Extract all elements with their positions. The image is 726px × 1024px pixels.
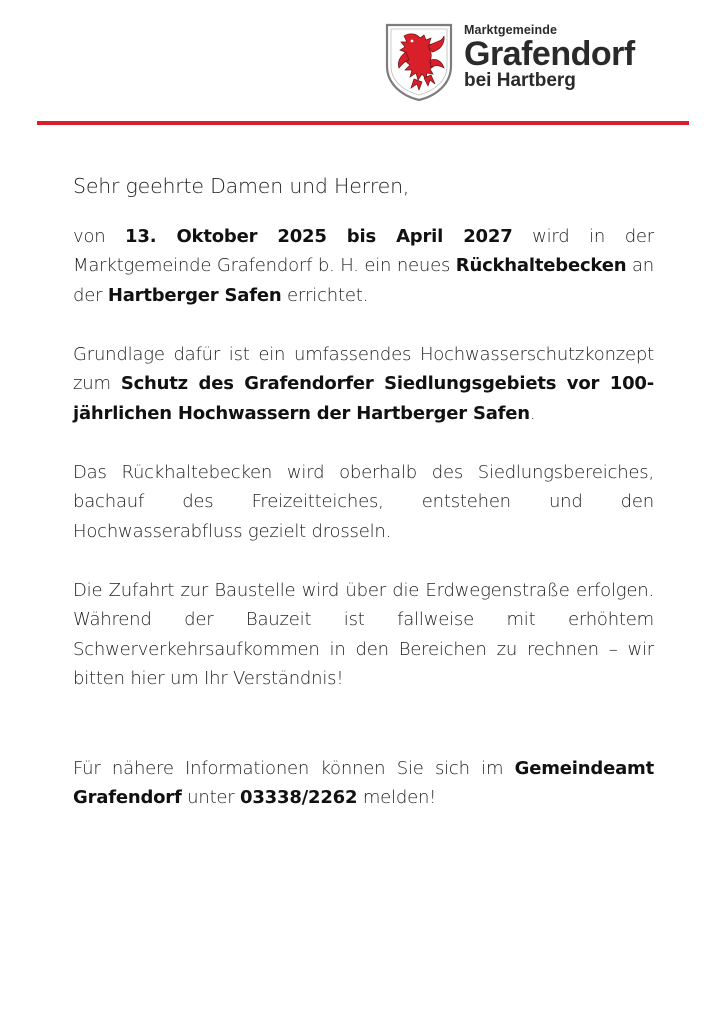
letterhead: [384, 22, 684, 104]
p3-text-1: Das Rückhaltebecken wird oberhalb des Siedlungsbereiches, bachauf des Freizeitteiches, entstehen und den Hochwasserabfluss gezielt drosseln.: [73, 461, 654, 542]
construction-period: 13. Oktober 2025 bis April 2027: [125, 225, 513, 247]
municipality-name: Grafendorf: [464, 34, 635, 73]
p5-text-2: unter: [181, 787, 241, 808]
municipality-wordmark: [464, 24, 635, 90]
p5-text-1: Für nähere Informationen können Sie sich im: [73, 757, 515, 779]
municipality-type-label: Marktgemeinde: [464, 23, 557, 37]
p1-text-1: von: [73, 225, 126, 247]
p1-text-2: wird in der Marktgemeinde Grafendorf b. H. ein neues: [73, 225, 654, 276]
p2-text-2: .: [529, 402, 536, 424]
p5-text-3: melden!: [357, 787, 437, 808]
header-divider: [37, 121, 689, 125]
letter-body: [73, 172, 654, 813]
paragraph-spacer: [73, 310, 654, 340]
paragraph-basin-location: [73, 458, 654, 547]
p4-text-1: Die Zufahrt zur Baustelle wird über die Erdwegenstraße erfolgen. Während der Bauzeit ist fallweise mit erhöhtem Schwerverkehrsaufkommen in den Bereichen zu rechnen – wir bitten hier um Ihr Verständnis!: [73, 579, 654, 689]
paragraph-spacer: [73, 546, 654, 576]
paragraph-spacer: [73, 428, 654, 458]
p1-text-3: an der: [73, 255, 654, 306]
coat-of-arms-icon: [384, 22, 454, 102]
salutation: Sehr geehrte Damen und Herren,: [73, 174, 410, 198]
p2-text-1: Grundlage dafür ist ein umfassendes Hochwasserschutzkonzept zum: [73, 343, 654, 394]
p1-text-4: errichtet.: [281, 284, 369, 306]
municipal-office-name: Gemeindeamt Grafendorf: [73, 757, 654, 808]
river-name: Hartberger Safen: [107, 284, 282, 306]
paragraph-flood-protection: [73, 340, 654, 429]
phone-number: 03338/2262: [240, 787, 358, 808]
municipality-region: bei Hartberg: [464, 69, 576, 91]
paragraph-contact-info: [73, 754, 654, 813]
paragraph-project-announcement: [73, 222, 654, 311]
protection-goal: Schutz des Grafendorfer Siedlungsgebiets vor 100-jährlichen Hochwassern der Hartberger Safen: [73, 373, 654, 424]
paragraph-spacer: [73, 694, 654, 754]
paragraph-site-access: [73, 576, 654, 694]
retention-basin-term: Rückhaltebecken: [455, 255, 627, 276]
